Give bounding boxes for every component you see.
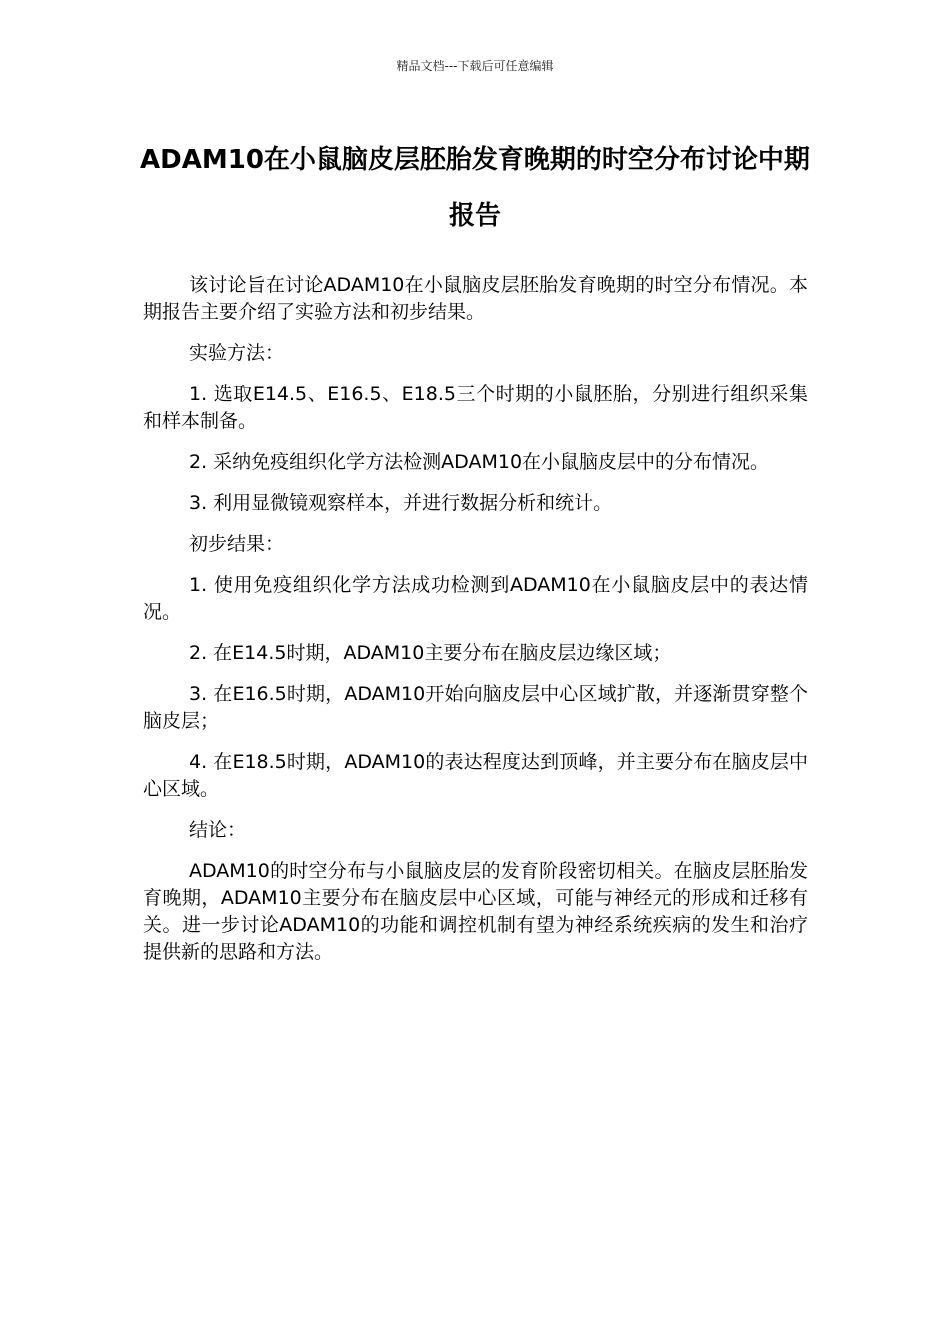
method-item-2: 2. 采纳免疫组织化学方法检测ADAM10在小鼠脑皮层中的分布情况。 — [189, 451, 770, 473]
result-item-2: 2. 在E14.5时期，ADAM10主要分布在脑皮层边缘区域； — [189, 642, 672, 664]
results-heading: 初步结果： — [189, 533, 285, 555]
methods-heading: 实验方法： — [189, 342, 285, 364]
method-item-3: 3. 利用显微镜观察样本，并进行数据分析和统计。 — [189, 492, 613, 514]
result-item-1: 1. 使用免疫组织化学方法成功检测到ADAM10在小鼠脑皮层中的表达情况。 — [143, 574, 808, 623]
result-item-3: 3. 在E16.5时期，ADAM10开始向脑皮层中心区域扩散，并逐渐贯穿整个脑皮层； — [143, 683, 808, 732]
page-header: 精品文档---下载后可任意编辑 — [396, 59, 554, 73]
result-item-4: 4. 在E18.5时期，ADAM10的表达程度达到顶峰，并主要分布在脑皮层中心区域。 — [143, 751, 808, 800]
intro-paragraph: 该讨论旨在讨论ADAM10在小鼠脑皮层胚胎发育晚期的时空分布情况。本期报告主要介绍了实验方法和初步结果。 — [143, 274, 808, 323]
method-item-1: 1. 选取E14.5、E16.5、E18.5三个时期的小鼠胚胎，分别进行组织采集和样本制备。 — [143, 383, 808, 432]
document-title: ADAM10在小鼠脑皮层胚胎发育晚期的时空分布讨论中期报告 — [140, 145, 810, 231]
document-body — [143, 272, 808, 980]
conclusion-heading: 结论： — [189, 819, 247, 841]
conclusion-paragraph: ADAM10的时空分布与小鼠脑皮层的发育阶段密切相关。在脑皮层胚胎发育晚期，ADAM10主要分布在脑皮层中心区域，可能与神经元的形成和迁移有关。进一步讨论ADAM10的功能和调控机制有望为神经系统疾病的发生和治疗提供新的思路和方法。 — [143, 860, 808, 963]
